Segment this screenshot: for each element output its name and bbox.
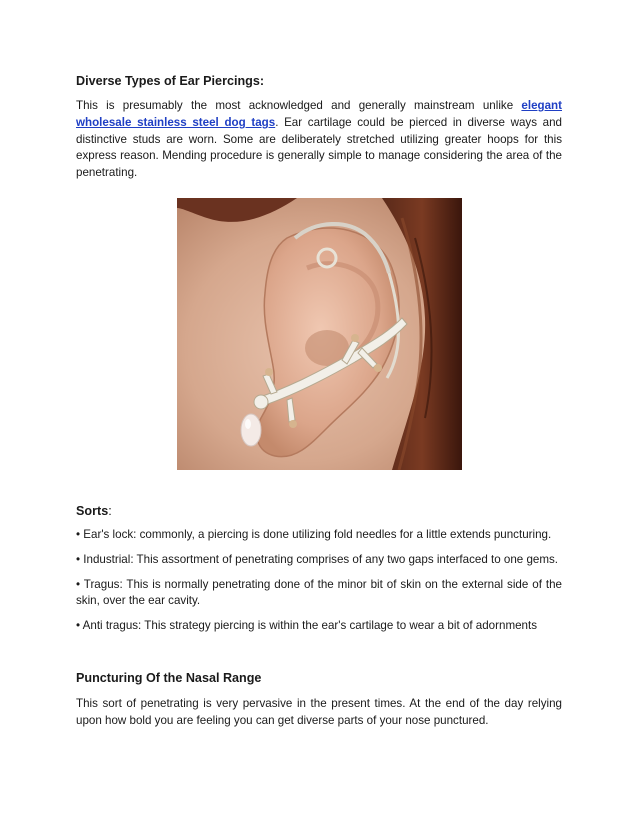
nasal-heading: Puncturing Of the Nasal Range <box>76 671 262 685</box>
section-sorts <box>76 503 562 635</box>
ear-cuff-photo <box>177 198 462 470</box>
section-nasal <box>76 670 562 730</box>
section-paragraph <box>76 98 562 182</box>
ear-photo-illustration <box>177 198 462 470</box>
list-item: • Tragus: This is normally penetrating done of the minor bit of skin on the external side of the skin, over the ear cavity. <box>76 577 562 608</box>
list-item: • Anti tragus: This strategy piercing is within the ear's cartilage to wear a bit of adornments <box>76 619 538 633</box>
section-heading: Diverse Types of Ear Piercings: <box>76 74 265 88</box>
rest-text: . Ear cartilage could be pierced in diverse ways and distinctive studs are worn. Some are deliberately stretched utilizing greater hoops for this express reason. Mending procedure is generally simple to manage considering the area of the penetrating. <box>76 115 562 180</box>
sorts-heading <box>76 503 562 519</box>
list-item: • Ear's lock: commonly, a piercing is done utilizing fold needles for a little extends puncturing. <box>76 528 552 541</box>
dog-tags-link[interactable]: elegant wholesale stainless steel dog tags <box>76 99 562 129</box>
section-ear-piercings <box>76 73 562 182</box>
sorts-heading-text: Sorts <box>76 504 109 518</box>
intro-text: This is presumably the most acknowledged and generally mainstream unlike <box>76 99 522 112</box>
list-item: • Industrial: This assortment of penetrating comprises of any two gaps interfaced to one gems. <box>76 552 559 566</box>
sorts-heading-colon: : <box>108 504 112 518</box>
nasal-paragraph: This sort of penetrating is very pervasive in the present times. At the end of the day relying upon how bold you are feeling you can get diverse parts of your nose punctured. <box>76 697 562 727</box>
